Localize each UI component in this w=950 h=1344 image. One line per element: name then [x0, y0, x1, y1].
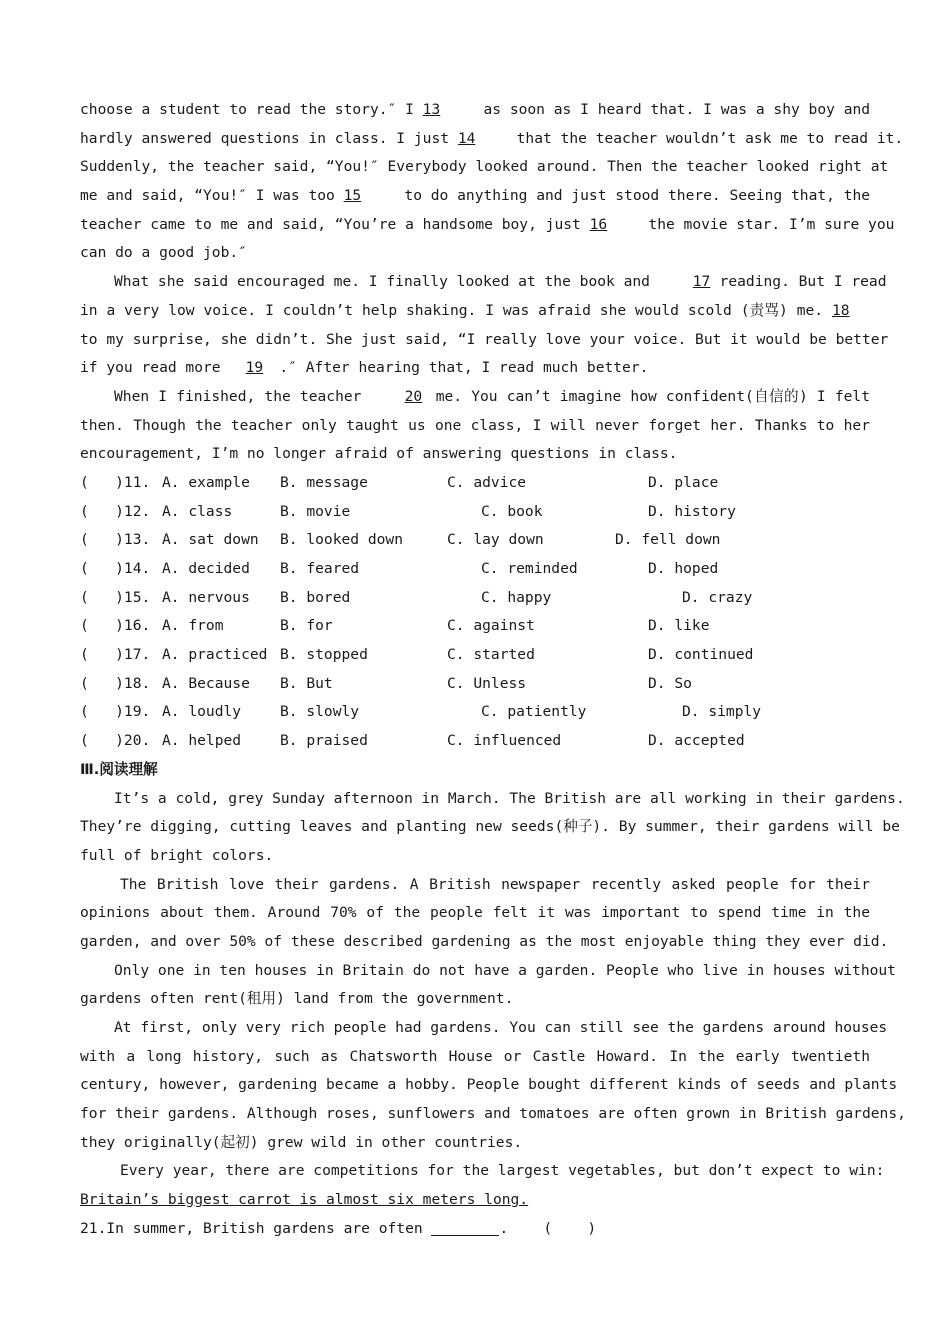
- question-number: ( )17.: [80, 646, 151, 664]
- passage2-line: they originally(起初) grew wild in other countries.: [80, 1133, 523, 1151]
- blank-14: 14: [457, 129, 476, 147]
- passage2-line: At first, only very rich people had gardens. You can still see the gardens around houses: [114, 1019, 888, 1036]
- option-c: C. influenced: [447, 732, 562, 750]
- passage1-line: choose a student to read the story.″ I 13 as soon as I heard that. I was a shy boy and: [80, 96, 870, 125]
- option-c: C. started: [447, 646, 535, 664]
- answer-parentheses[interactable]: ( ): [543, 1219, 597, 1237]
- section-heading: Ⅲ.阅读理解: [80, 760, 158, 778]
- option-d: D. history: [648, 502, 736, 520]
- question-number: ( )14.: [80, 560, 151, 577]
- question-number: ( )18.: [80, 674, 151, 692]
- passage2-line: full of bright colors.: [80, 846, 274, 864]
- question-21: 21.In summer, British gardens are often . ( ): [80, 1215, 870, 1244]
- option-d: D. continued: [648, 646, 754, 664]
- passage1-line: teacher came to me and said, “You’re a handsome boy, just 16 the movie star. I’m sure you: [80, 211, 870, 240]
- option-a: A. practiced: [162, 646, 268, 664]
- question-number: ( )13.: [80, 531, 151, 549]
- passage2-line: They’re digging, cutting leaves and planting new seeds(种子). By summer, their gardens will be: [80, 818, 900, 836]
- blank-20: 20: [404, 387, 423, 405]
- blank-19: 19: [245, 359, 264, 377]
- option-a: A. class: [162, 502, 233, 520]
- passage2-line: [80, 1186, 870, 1215]
- question-row: [80, 469, 870, 498]
- option-b: B. bored: [280, 588, 351, 606]
- passage1-line: me and said, “You!″ I was too 15 to do anything and just stood there. Seeing that, the: [80, 182, 870, 211]
- option-d: D. crazy: [682, 588, 753, 606]
- passage2-line: for their gardens. Although roses, sunflowers and tomatoes are often grown in British gardens,: [80, 1105, 906, 1123]
- passage1-line: to my surprise, she didn’t. She just said, “I really love your voice. But it would be better: [80, 330, 889, 348]
- option-a: A. from: [162, 617, 224, 635]
- option-d: D. So: [648, 674, 692, 692]
- passage2-line: gardens often rent(租用) land from the government.: [80, 990, 514, 1008]
- option-a: A. decided: [162, 560, 250, 577]
- passage2-line: with a long history, such as Chatsworth House or Castle Howard. In the early twentieth: [80, 1047, 870, 1065]
- question-row: [80, 698, 870, 727]
- question-row: [80, 584, 870, 613]
- question-row: [80, 612, 870, 641]
- question-number: ( )12.: [80, 502, 151, 520]
- question-row: [80, 498, 870, 527]
- question-row: [80, 555, 870, 584]
- option-d: D. accepted: [648, 732, 745, 750]
- option-a: A. loudly: [162, 703, 242, 721]
- passage1-line: What she said encouraged me. I finally looked at the book and 17 reading. But I read: [80, 268, 870, 297]
- option-b: B. But: [280, 674, 333, 692]
- passage2-line: garden, and over 50% of these described gardening as the most enjoyable thing they ever did.: [80, 932, 889, 950]
- exam-page: [80, 96, 906, 1244]
- passage1-line: in a very low voice. I couldn’t help shaking. I was afraid she would scold (责骂) me. 18: [80, 297, 870, 326]
- option-c: C. Unless: [447, 674, 527, 692]
- blank-17: 17: [692, 273, 711, 291]
- option-a: A. Because: [162, 674, 250, 692]
- option-c: C. lay down: [447, 531, 544, 549]
- underlined-sentence: Britain’s biggest carrot is almost six meters long.: [80, 1191, 529, 1209]
- option-d: D. like: [648, 617, 710, 635]
- option-b: B. feared: [280, 560, 360, 577]
- question-row: [80, 526, 870, 555]
- passage2-line: It’s a cold, grey Sunday afternoon in March. The British are all working in their gardens.: [114, 789, 905, 807]
- option-c: C. advice: [447, 473, 527, 491]
- option-d: D. hoped: [648, 560, 719, 577]
- question-number: ( )20.: [80, 732, 151, 750]
- option-c: C. patiently: [481, 703, 587, 721]
- option-b: B. message: [280, 473, 368, 491]
- passage1-line: if you read more 19 .″ After hearing that, I read much better.: [80, 354, 870, 383]
- option-c: C. against: [447, 617, 535, 635]
- option-d: D. place: [648, 473, 719, 491]
- passage2-line: Only one in ten houses in Britain do not have a garden. People who live in houses without: [114, 961, 896, 979]
- blank-18: 18: [832, 301, 850, 319]
- passage2-line: opinions about them. Around 70% of the people felt it was important to spend time in the: [80, 904, 870, 922]
- blank-16: 16: [589, 215, 608, 233]
- option-a: A. example: [162, 473, 250, 491]
- answer-blank[interactable]: [431, 1217, 499, 1236]
- passage2-line: The British love their gardens. A British newspaper recently asked people for their: [120, 875, 870, 893]
- option-a: A. helped: [162, 732, 242, 750]
- option-c: C. book: [481, 502, 543, 520]
- question-row: [80, 641, 870, 670]
- option-b: B. for: [280, 617, 333, 635]
- passage1-line: then. Though the teacher only taught us one class, I will never forget her. Thanks to her: [80, 416, 870, 434]
- option-b: B. slowly: [280, 703, 360, 721]
- option-b: B. looked down: [280, 531, 404, 549]
- passage1-line: Suddenly, the teacher said, “You!″ Everybody looked around. Then the teacher looked right at: [80, 158, 889, 176]
- blank-13: 13: [422, 101, 441, 118]
- option-c: C. happy: [481, 588, 552, 606]
- question-row: [80, 727, 870, 756]
- option-a: A. nervous: [162, 588, 250, 606]
- passage2-line: Every year, there are competitions for the largest vegetables, but don’t expect to win:: [120, 1162, 885, 1180]
- question-number: ( )16.: [80, 617, 151, 635]
- option-d: D. fell down: [615, 531, 721, 549]
- option-b: B. praised: [280, 732, 368, 750]
- blank-15: 15: [343, 187, 362, 205]
- question-number: ( )15.: [80, 588, 151, 606]
- passage1-line: can do a good job.″: [80, 244, 247, 262]
- question-row: [80, 670, 870, 699]
- passage1-line: encouragement, I’m no longer afraid of answering questions in class.: [80, 445, 678, 463]
- question-number: ( )11.: [80, 473, 151, 491]
- option-b: B. movie: [280, 502, 351, 520]
- passage1-line: hardly answered questions in class. I just 14 that the teacher wouldn’t ask me to read it.: [80, 125, 870, 154]
- option-c: C. reminded: [481, 560, 578, 577]
- question-number: ( )19.: [80, 703, 151, 721]
- option-d: D. simply: [682, 703, 762, 721]
- option-b: B. stopped: [280, 646, 368, 664]
- passage2-line: century, however, gardening became a hobby. People bought different kinds of seeds and plants: [80, 1076, 898, 1094]
- option-a: A. sat down: [162, 531, 259, 549]
- passage1-line: When I finished, the teacher 20 me. You can’t imagine how confident(自信的) I felt: [80, 383, 870, 412]
